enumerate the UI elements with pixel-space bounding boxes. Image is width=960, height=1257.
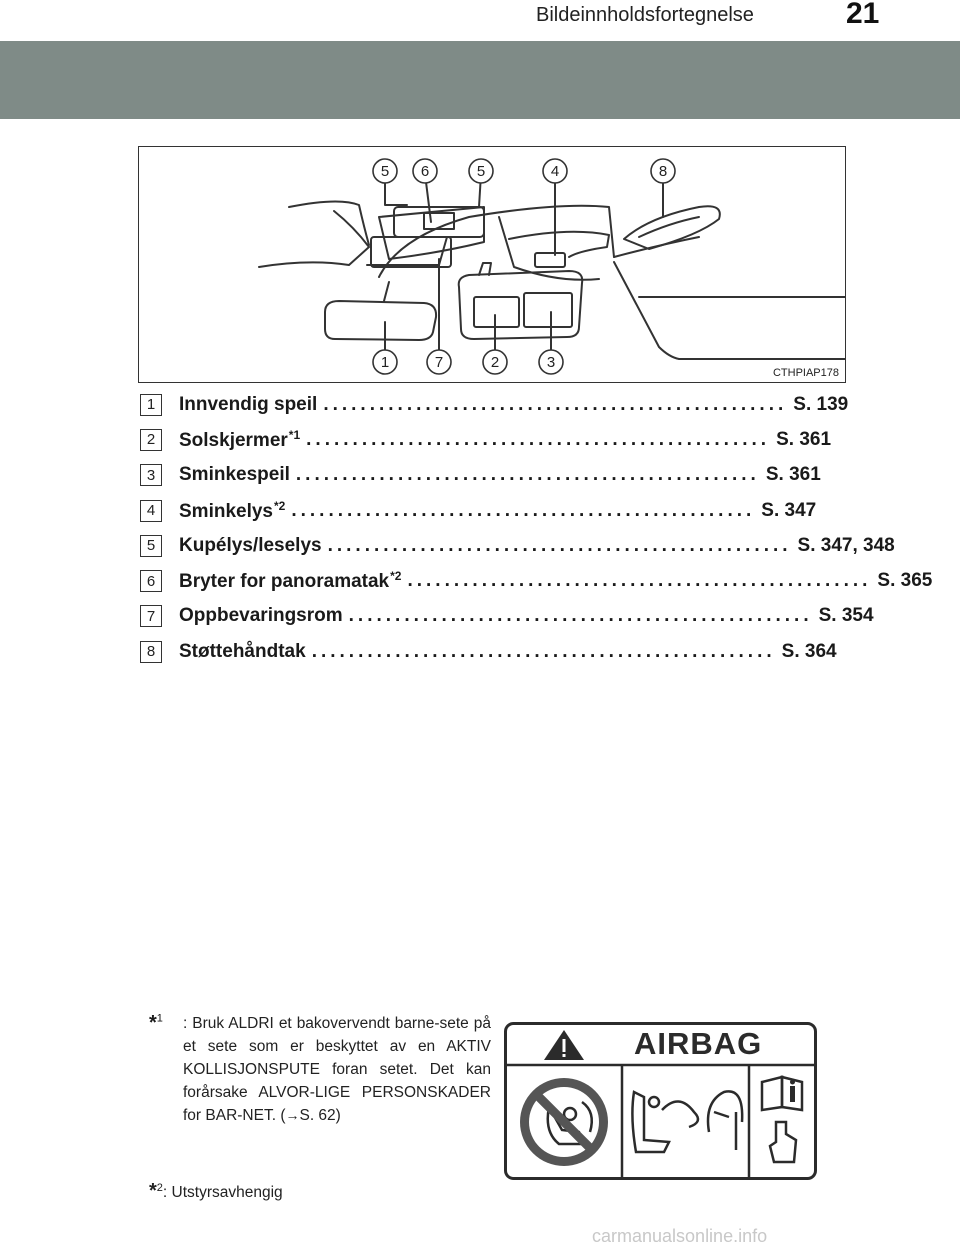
item-number: 4 [140, 500, 162, 522]
footnote-text: : Bruk ALDRI et bakovervendt barne-sete på et sete som er beskyttet av en AKTIV KOLLISJONSPUTE foran setet. Det kan forårsake ALVOR-LIGE PERSONSKADER for BAR-NET. (→S. 62) [183, 1015, 491, 1124]
airbag-title: AIRBAG [634, 1026, 763, 1061]
item-number: 7 [140, 605, 162, 627]
footnote-text: : Utstyrsavhengig [162, 1184, 283, 1201]
page-ref: S. 139 [793, 393, 849, 415]
item-label: Oppbevaringsrom [179, 605, 343, 627]
callout-label: 3 [546, 354, 556, 371]
item-label: Innvendig speil [179, 393, 318, 415]
page-ref: S. 364 [781, 640, 837, 662]
header-band [0, 41, 960, 119]
toc-row[interactable] [140, 528, 895, 563]
page-ref: S. 347, 348 [797, 534, 895, 556]
footnote-ref: *1 [288, 427, 301, 442]
page-ref: S. 365 [877, 570, 933, 592]
callout-label: 5 [380, 163, 390, 180]
footnote-ref: *2 [274, 498, 286, 513]
item-number: 1 [140, 394, 162, 416]
item-label: Støttehåndtak [179, 640, 306, 662]
toc-list [140, 387, 933, 669]
page-ref: S. 354 [818, 605, 874, 627]
toc-row[interactable] [140, 634, 837, 669]
footnote-1 [149, 1012, 491, 1127]
toc-row[interactable] [140, 563, 933, 598]
item-number: 3 [140, 464, 162, 486]
callout-label: 8 [658, 163, 668, 180]
leader-dots: .................................................. [407, 570, 872, 592]
item-number: 5 [140, 535, 162, 557]
ceiling-drawing [139, 147, 845, 382]
callout-label: 4 [550, 163, 560, 180]
item-label: Bryter for panoramatak$^{*2}$ [179, 569, 402, 593]
leader-dots: .................................................. [327, 534, 792, 556]
callout-label: 2 [490, 354, 500, 371]
leader-dots: .................................................. [291, 499, 756, 521]
callout-label: 1 [380, 354, 390, 371]
leader-dots: .................................................. [348, 605, 813, 627]
leader-dots: .................................................. [306, 428, 771, 450]
leader-dots: .................................................. [295, 464, 760, 486]
airbag-warning-label [504, 1022, 817, 1180]
no-rear-facing-child-seat-icon [520, 1078, 608, 1166]
figure-code: CTHPIAP178 [772, 367, 839, 379]
toc-row[interactable] [140, 387, 849, 422]
page-number: 21 [846, 0, 880, 30]
toc-row[interactable] [140, 599, 874, 634]
page-ref: S. 361 [776, 428, 832, 450]
footnote-2: *$^2$: Utstyrsavhengig [149, 1180, 283, 1202]
section-title: Bildeinnholdsfortegnelse [536, 4, 754, 26]
toc-row[interactable] [140, 493, 817, 528]
item-number: 6 [140, 570, 162, 592]
leader-dots: .................................................. [311, 640, 776, 662]
item-label: Sminkespeil [179, 464, 290, 486]
footnote-ref: *2 [390, 569, 402, 584]
callout-label: 7 [434, 354, 444, 371]
interior-illustration [138, 146, 846, 383]
callout-label: 5 [476, 163, 486, 180]
arrow-right-icon: → [285, 1107, 300, 1123]
page-ref: S. 347 [761, 499, 817, 521]
leader-dots: .................................................. [323, 393, 788, 415]
toc-row[interactable] [140, 422, 832, 457]
watermark: carmanualsonline.info [592, 1226, 768, 1246]
toc-row[interactable] [140, 458, 821, 493]
page-header [0, 0, 960, 40]
item-label: Kupélys/leselys [179, 534, 322, 556]
item-number: 2 [140, 429, 162, 451]
item-number: 8 [140, 641, 162, 663]
item-label: Solskjermer$^{*1}$ [179, 427, 301, 451]
item-label: Sminkelys$^{*2}$ [179, 498, 286, 522]
callout-label: 6 [420, 163, 430, 180]
footnote-marker: * [149, 1180, 157, 1202]
page-ref: S. 361 [765, 464, 821, 486]
footnote-marker: *$^1$ [149, 1012, 163, 1034]
